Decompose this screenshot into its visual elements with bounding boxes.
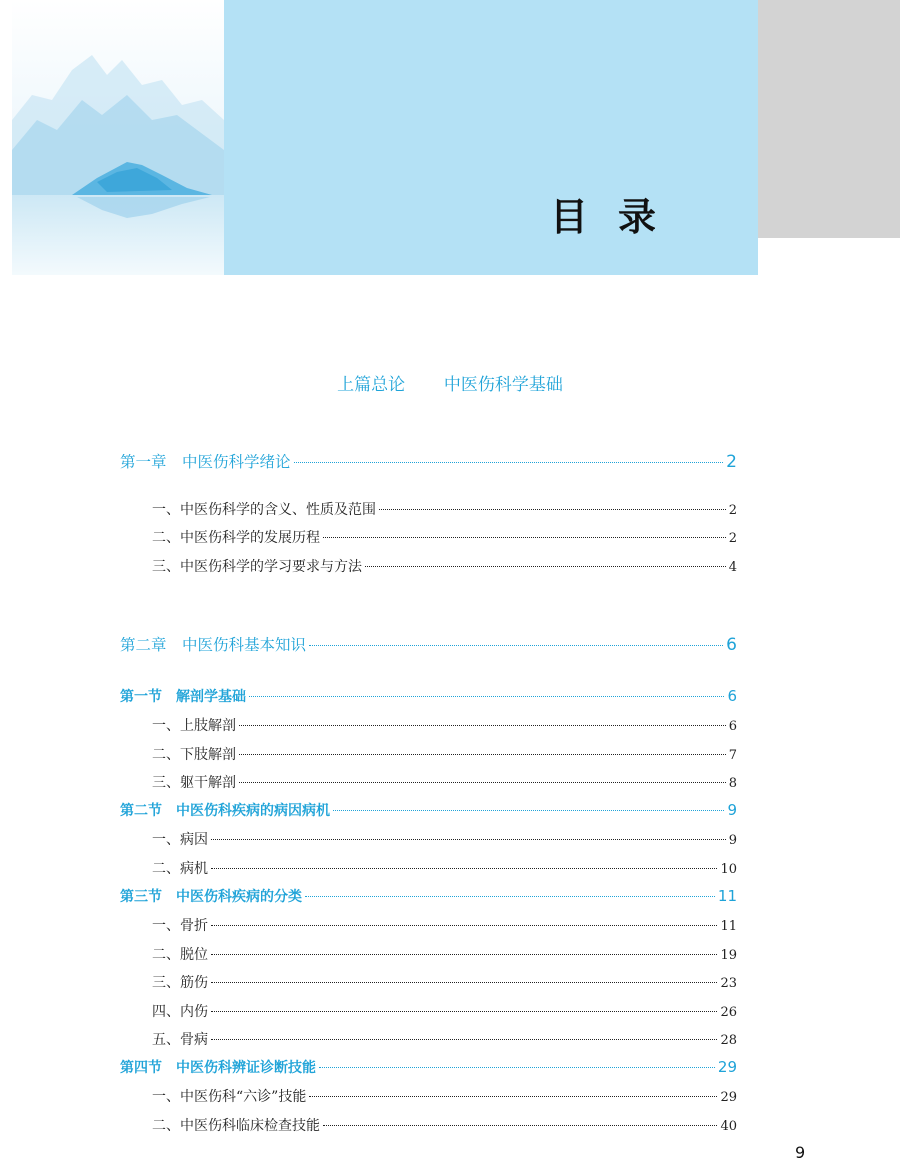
- toc-item[interactable]: [152, 1115, 737, 1135]
- toc-entry-title: 第四节 中医伤科辨证诊断技能: [120, 1060, 316, 1076]
- toc-item[interactable]: [152, 744, 737, 764]
- toc-entry-title: 四、内伤: [152, 1004, 208, 1020]
- toc-chapter[interactable]: [120, 450, 737, 472]
- toc-page-number: 11: [717, 887, 737, 905]
- toc-item[interactable]: [152, 972, 737, 992]
- toc-item[interactable]: [152, 527, 737, 547]
- toc-section[interactable]: [120, 1057, 737, 1077]
- toc-entry-title: 三、中医伤科学的学习要求与方法: [152, 559, 362, 575]
- toc-page-number: 28: [720, 1033, 737, 1048]
- toc-item[interactable]: [152, 715, 737, 735]
- dot-leader: [239, 754, 726, 755]
- toc-entry-title: 一、中医伤科学的含义、性质及范围: [152, 502, 376, 518]
- toc-page-number: 2: [728, 531, 737, 546]
- toc-item[interactable]: [152, 915, 737, 935]
- toc-page-number: 2: [728, 503, 737, 518]
- toc-page-number: 8: [728, 776, 737, 791]
- toc-item[interactable]: [152, 556, 737, 576]
- toc-entry-title: 五、骨病: [152, 1032, 208, 1048]
- dot-leader: [211, 954, 717, 955]
- dot-leader: [211, 925, 717, 926]
- toc-item[interactable]: [152, 499, 737, 519]
- toc-entry-title: 三、筋伤: [152, 975, 208, 991]
- toc-page-number: 11: [720, 919, 737, 934]
- toc-page-number: 26: [720, 1005, 737, 1020]
- toc-entry-title: 一、病因: [152, 832, 208, 848]
- toc-entry-title: 一、上肢解剖: [152, 718, 236, 734]
- mountain-landscape-image: [12, 0, 224, 275]
- dot-leader: [365, 566, 726, 567]
- dot-leader: [239, 725, 726, 726]
- toc-item[interactable]: [152, 944, 737, 964]
- toc-chapter[interactable]: [120, 633, 737, 655]
- toc-entry-title: 第二节 中医伤科疾病的病因病机: [120, 803, 330, 819]
- toc-entry-title: 二、中医伤科临床检查技能: [152, 1118, 320, 1134]
- dot-leader: [294, 462, 724, 463]
- toc-item[interactable]: [152, 829, 737, 849]
- toc-item[interactable]: [152, 1029, 737, 1049]
- toc-page-number: 29: [717, 1058, 737, 1076]
- dot-leader: [333, 810, 724, 811]
- dot-leader: [239, 782, 726, 783]
- dot-leader: [323, 1125, 717, 1126]
- dot-leader: [249, 696, 724, 697]
- toc-item[interactable]: [152, 1001, 737, 1021]
- page-number: 9: [795, 1143, 806, 1162]
- toc-page-number: 29: [720, 1090, 737, 1105]
- toc-entry-title: 一、骨折: [152, 918, 208, 934]
- toc-page-number: 19: [720, 948, 737, 963]
- part-title: 上篇总论 中医伤科学基础: [337, 375, 563, 395]
- dot-leader: [319, 1067, 715, 1068]
- toc-page-number: 7: [728, 748, 737, 763]
- toc-page-number: 6: [728, 719, 737, 734]
- toc-item[interactable]: [152, 772, 737, 792]
- dot-leader: [305, 896, 715, 897]
- toc-entry-title: 三、躯干解剖: [152, 775, 236, 791]
- toc-page-number: 23: [720, 976, 737, 991]
- gray-corner-tab: [758, 0, 900, 238]
- toc-page-number: 40: [720, 1119, 737, 1134]
- dot-leader: [211, 982, 717, 983]
- toc-section[interactable]: [120, 886, 737, 906]
- toc-entry-title: 二、下肢解剖: [152, 747, 236, 763]
- toc-entry-title: 第二章 中医伤科基本知识: [120, 636, 307, 654]
- toc-page-number: 4: [728, 560, 737, 575]
- toc-item[interactable]: [152, 858, 737, 878]
- dot-leader: [211, 1039, 717, 1040]
- toc-entry-title: 二、脱位: [152, 947, 208, 963]
- dot-leader: [309, 1096, 717, 1097]
- toc-entry-title: 第一章 中医伤科学绪论: [120, 453, 291, 471]
- toc-entry-title: 二、中医伤科学的发展历程: [152, 530, 320, 546]
- toc-section[interactable]: [120, 686, 737, 706]
- toc-entry-title: 二、病机: [152, 861, 208, 877]
- dot-leader: [211, 868, 717, 869]
- toc-page-number: 2: [726, 452, 737, 472]
- dot-leader: [211, 839, 726, 840]
- toc-page-number: 9: [727, 801, 737, 819]
- toc-section[interactable]: [120, 800, 737, 820]
- dot-leader: [309, 645, 723, 646]
- toc-entry-title: 第三节 中医伤科疾病的分类: [120, 889, 302, 905]
- toc-page-number: 6: [726, 635, 737, 655]
- toc-page-number: 10: [720, 862, 737, 877]
- dot-leader: [379, 509, 726, 510]
- toc-entry-title: 一、中医伤科“六诊”技能: [152, 1089, 307, 1105]
- toc-page-number: 9: [728, 833, 737, 848]
- toc-entry-title: 第一节 解剖学基础: [120, 689, 246, 705]
- toc-page-number: 6: [727, 687, 737, 705]
- dot-leader: [211, 1011, 717, 1012]
- page-title: 目录: [550, 195, 687, 239]
- toc-item[interactable]: [152, 1086, 737, 1106]
- dot-leader: [323, 537, 726, 538]
